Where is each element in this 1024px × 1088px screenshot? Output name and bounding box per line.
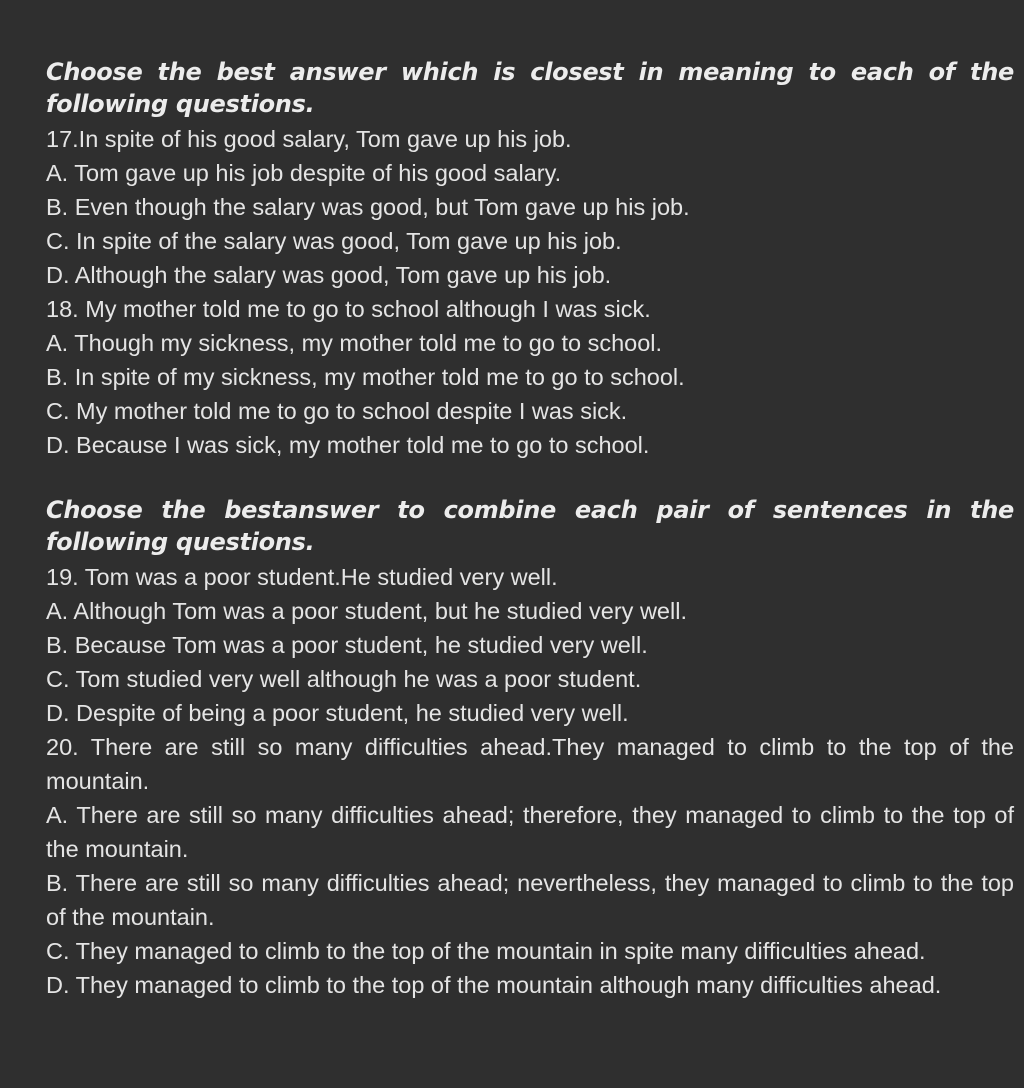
question-text: 18. My mother told me to go to school although I was sick. [46, 296, 651, 322]
option-c: C. My mother told me to go to school despite I was sick. [46, 398, 628, 424]
question-text: 17.In spite of his good salary, Tom gave up his job. [46, 126, 572, 152]
question-19 [46, 560, 1014, 730]
option-b: B. Because Tom was a poor student, he studied very well. [46, 632, 648, 658]
option-b: B. In spite of my sickness, my mother told me to go to school. [46, 364, 685, 390]
option-d: D. They managed to climb to the top of the mountain although many difficulties ahead. [46, 972, 942, 998]
section-instruction: Choose the bestanswer to combine each pair of sentences in the following questions. [46, 496, 1014, 556]
option-d: D. Although the salary was good, Tom gave up his job. [46, 262, 612, 288]
option-a: A. Although Tom was a poor student, but he studied very well. [46, 598, 687, 624]
option-a: A. There are still so many difficulties ahead; therefore, they managed to climb to the top of the mountain. [46, 802, 1014, 862]
option-c: C. Tom studied very well although he was a poor student. [46, 666, 642, 692]
option-b: B. There are still so many difficulties ahead; nevertheless, they managed to climb to the top of the mountain. [46, 870, 1014, 930]
section-instruction: Choose the best answer which is closest in meaning to each of the following questions. [46, 58, 1014, 118]
question-text: 20. There are still so many difficulties ahead.They managed to climb to the top of the mountain. [46, 734, 1014, 794]
question-20 [46, 730, 1014, 1002]
option-d: D. Because I was sick, my mother told me to go to school. [46, 432, 650, 458]
option-c: C. In spite of the salary was good, Tom gave up his job. [46, 228, 622, 254]
section-meaning [46, 56, 1014, 462]
option-d: D. Despite of being a poor student, he studied very well. [46, 700, 629, 726]
option-b: B. Even though the salary was good, but Tom gave up his job. [46, 194, 690, 220]
option-a: A. Though my sickness, my mother told me to go to school. [46, 330, 663, 356]
question-text: 19. Tom was a poor student.He studied very well. [46, 564, 558, 590]
question-17 [46, 122, 1014, 292]
question-18 [46, 292, 1014, 462]
option-a: A. Tom gave up his job despite of his good salary. [46, 160, 562, 186]
section-combine [46, 494, 1014, 1002]
option-c: C. They managed to climb to the top of the mountain in spite many difficulties ahead. [46, 938, 926, 964]
